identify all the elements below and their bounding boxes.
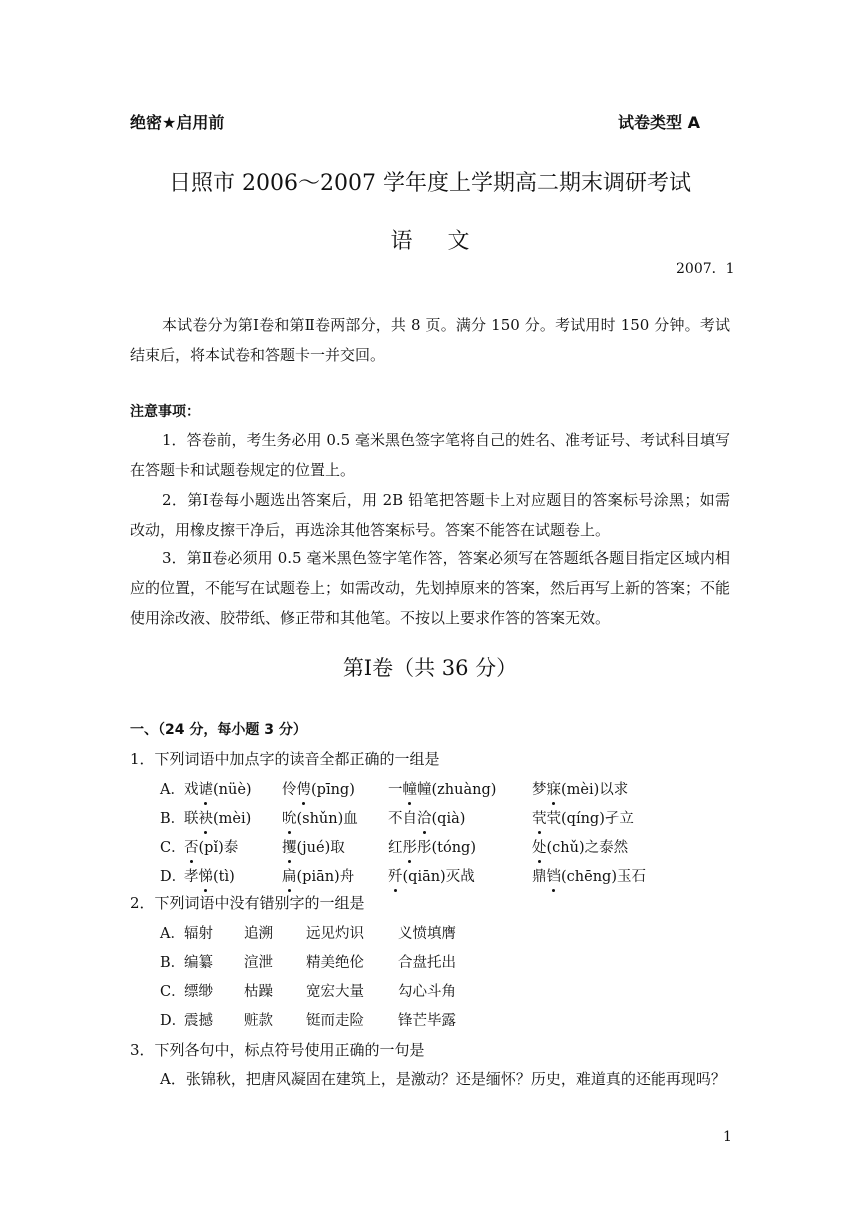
dotted-character: 否 [184, 836, 199, 857]
dotted-character: 处 [532, 836, 547, 857]
option-item: 宽宏大量 [306, 984, 364, 1000]
option-label: D． [160, 869, 187, 885]
dotted-character: 俜 [297, 778, 312, 799]
question-2-stem: 2．下列词语中没有错别字的一组是 [130, 894, 365, 912]
option-item: 义愤填膺 [398, 926, 456, 942]
option-item: 否(pǐ)泰 [184, 836, 238, 857]
option-item: 远见灼识 [306, 926, 364, 942]
option-item: 扁(piān)舟 [282, 865, 354, 886]
notice-item-3: 3．第Ⅱ卷必须用 0.5 毫米黑色签字笔作答，答案必须写在答题纸各题目指定区域内相应的位置，不能写在试题卷上；如需改动，先划掉原来的答案，然后再写上新的答案；不能使用涂改液、胶带纸、修正带和其他笔。不按以上要求作答的答案无效。 [130, 549, 731, 627]
option-item: 锋芒毕露 [398, 1013, 456, 1029]
option-item: 震撼 [184, 1013, 213, 1029]
dotted-character: 洽 [417, 807, 432, 828]
part-heading: 一、（24 分，每小题 3 分） [130, 722, 307, 738]
option-item: 戏谑(nüè) [184, 778, 252, 799]
option-item: 红彤彤(tóng) [388, 836, 476, 857]
dotted-character: 攫 [282, 836, 297, 857]
option-item: 勾心斗角 [398, 984, 456, 1000]
confidential-label: 绝密★启用前 [130, 113, 225, 132]
option-item: 缥缈 [184, 984, 213, 1000]
option-label: B． [160, 811, 186, 827]
dotted-character: 歼 [388, 865, 403, 886]
question-3-stem: 3．下列各句中，标点符号使用正确的一句是 [130, 1041, 425, 1059]
option-label: A． [160, 926, 185, 942]
subject-title: 语 文 [390, 229, 470, 254]
option-item: 一幢幢(zhuàng) [388, 778, 496, 799]
notice-heading: 注意事项： [130, 404, 200, 420]
option-item: 鼎铛(chēng)玉石 [532, 865, 646, 886]
dotted-character: 扁 [282, 865, 297, 886]
option-item: 吮(shǔn)血 [282, 807, 358, 828]
dotted-character: 袂 [199, 807, 214, 828]
question-1-stem: 1．下列词语中加点字的读音全都正确的一组是 [130, 750, 440, 768]
option-item: 孝悌(tì) [184, 865, 235, 886]
intro-paragraph: 本试卷分为第Ⅰ卷和第Ⅱ卷两部分，共 8 页。满分 150 分。考试用时 150 分钟。考试结束后，将本试卷和答题卡一并交回。 [130, 316, 730, 364]
option-label: B． [160, 955, 186, 971]
option-item: 茕茕(qíng)孑立 [532, 807, 634, 828]
exam-date: 2007．1 [676, 261, 735, 277]
option-label: C． [160, 840, 186, 856]
option-item: 处(chǔ)之泰然 [532, 836, 628, 857]
option-item: 歼(qiān)灭战 [388, 865, 475, 886]
option-item: 枯躁 [244, 984, 273, 1000]
dotted-character: 谑 [199, 778, 214, 799]
option-item: 梦寐(mèi)以求 [532, 778, 628, 799]
option-label: A． [160, 782, 185, 798]
option-item: 联袂(mèi) [184, 807, 251, 828]
option-item: 伶俜(pīng) [282, 778, 355, 799]
paper-type-label: 试卷类型 A [618, 113, 700, 132]
option-item: 辐射 [184, 926, 213, 942]
option-item: 赃款 [244, 1013, 273, 1029]
option-label: D． [160, 1013, 187, 1029]
dotted-character: 寐 [547, 778, 562, 799]
option-item: 编纂 [184, 955, 213, 971]
notice-item-2: 2．第Ⅰ卷每小题选出答案后，用 2B 铅笔把答题卡上对应题目的答案标号涂黑；如需改动，用橡皮擦干净后，再选涂其他答案标号。答案不能答在试题卷上。 [130, 491, 730, 539]
option-item: 合盘托出 [398, 955, 456, 971]
question-3-option-a: A．张锦秋，把唐风凝固在建筑上，是激动？还是缅怀？历史，难道真的还能再现吗？ [160, 1070, 726, 1088]
option-label: C． [160, 984, 186, 1000]
dotted-character: 悌 [199, 865, 214, 886]
dotted-character: 彤 [403, 836, 418, 857]
option-item: 渲泄 [244, 955, 273, 971]
option-item: 不自洽(qià) [388, 807, 465, 828]
exam-title: 日照市 2006～2007 学年度上学期高二期末调研考试 [169, 171, 691, 196]
option-item: 精美绝伦 [306, 955, 364, 971]
dotted-character: 铛 [547, 865, 562, 886]
option-item: 铤而走险 [306, 1013, 364, 1029]
notice-item-1: 1．答卷前，考生务必用 0.5 毫米黑色签字笔将自己的姓名、准考证号、考试科目填写在答题卡和试题卷规定的位置上。 [130, 431, 730, 479]
section-title: 第Ⅰ卷（共 36 分） [342, 656, 518, 680]
option-item: 攫(jué)取 [282, 836, 345, 857]
page-number: 1 [723, 1129, 732, 1145]
dotted-character: 茕 [532, 807, 547, 828]
dotted-character: 幢 [403, 778, 418, 799]
dotted-character: 吮 [282, 807, 297, 828]
option-item: 追溯 [244, 926, 273, 942]
